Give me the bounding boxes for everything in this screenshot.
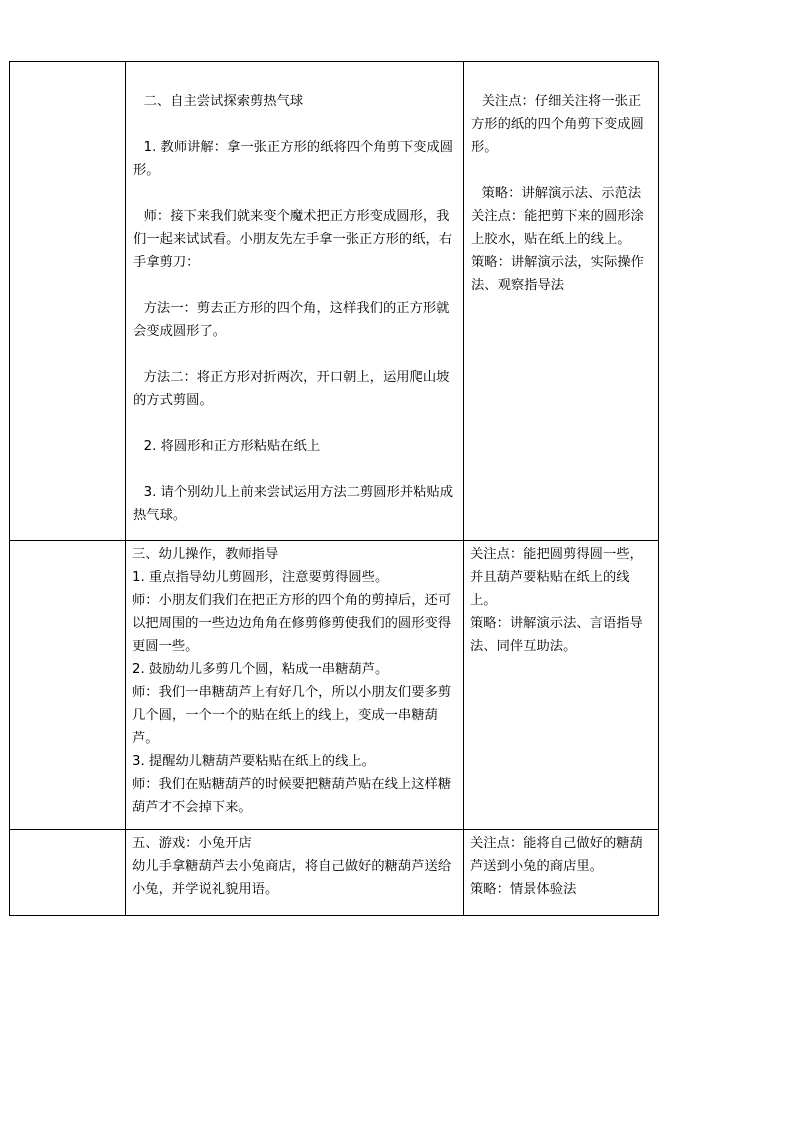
notes-cell xyxy=(464,541,659,830)
activity-text: 2. 将圆形和正方形粘贴在纸上 xyxy=(143,439,321,454)
activity-text: 1. 教师讲解：拿一张正方形的纸将四个角剪下变成圆形。 xyxy=(133,140,454,178)
focus-point: 关注点：能将自己做好的糖葫芦送到小兔的商店里。 xyxy=(470,836,643,874)
activity-text: 师：小朋友们我们在把正方形的四个角的剪掉后，还可以把周围的一些边边角角在修剪修剪使我们的圆形变得更圆一些。 xyxy=(132,593,452,654)
activity-text: 幼儿手拿糖葫芦去小兔商店，将自己做好的糖葫芦送给小兔，并学说礼貌用语。 xyxy=(132,859,452,897)
notes-cell xyxy=(464,830,659,916)
blank-left-cell xyxy=(10,62,126,541)
activity-text: 师：我们在贴糖葫芦的时候要把糖葫芦贴在线上这样糖葫芦才不会掉下来。 xyxy=(132,777,452,815)
focus-point: 关注点：仔细关注将一张正方形的纸的四个角剪下变成圆形。 xyxy=(471,94,644,155)
activity-text: 方法一：剪去正方形的四个角，这样我们的正方形就会变成圆形了。 xyxy=(133,301,450,339)
focus-point: 关注点：能把圆剪得圆一些，并且葫芦要粘贴在纸上的线上。 xyxy=(470,547,643,608)
strategy: 策略：情景体验法 xyxy=(470,882,577,897)
activity-text: 师：接下来我们就来变个魔术把正方形变成圆形，我们一起来试试看。小朋友先左手拿一张正方形的纸，右手拿剪刀： xyxy=(133,209,453,270)
activity-text: 师：我们一串糖葫芦上有好几个，所以小朋友们要多剪几个圆，一个一个的贴在纸上的线上，变成一串糖葫芦。 xyxy=(132,685,452,746)
activity-text: 3. 请个别幼儿上前来尝试运用方法二剪圆形并粘贴成热气球。 xyxy=(133,485,454,523)
focus-point: 关注点：能把剪下来的圆形涂上胶水，贴在纸上的线上。 xyxy=(471,209,644,247)
section-heading: 二、自主尝试探索剪热气球 xyxy=(143,94,304,109)
section-heading: 三、幼儿操作，教师指导 xyxy=(132,547,279,562)
table-row xyxy=(10,830,659,916)
blank-left-cell xyxy=(10,830,126,916)
activity-cell xyxy=(126,830,464,916)
strategy: 策略：讲解演示法、示范法 xyxy=(481,186,642,201)
activity-cell xyxy=(126,62,464,541)
table-row xyxy=(10,541,659,830)
lesson-plan-table xyxy=(9,61,659,916)
strategy: 策略：讲解演示法，实际操作法、观察指导法 xyxy=(471,255,644,293)
activity-text: 1. 重点指导幼儿剪圆形，注意要剪得圆些。 xyxy=(132,570,389,585)
section-heading: 五、游戏：小兔开店 xyxy=(132,836,252,851)
activity-text: 3. 提醒幼儿糖葫芦要粘贴在纸上的线上。 xyxy=(132,754,375,769)
activity-text: 2. 鼓励幼儿多剪几个圆，粘成一串糖葫芦。 xyxy=(132,662,389,677)
notes-cell xyxy=(464,62,659,541)
blank-left-cell xyxy=(10,541,126,830)
table-row xyxy=(10,62,659,541)
activity-text: 方法二：将正方形对折两次，开口朝上，运用爬山坡的方式剪圆。 xyxy=(133,370,450,408)
activity-cell xyxy=(126,541,464,830)
strategy: 策略：讲解演示法、言语指导法、同伴互助法。 xyxy=(470,616,643,654)
